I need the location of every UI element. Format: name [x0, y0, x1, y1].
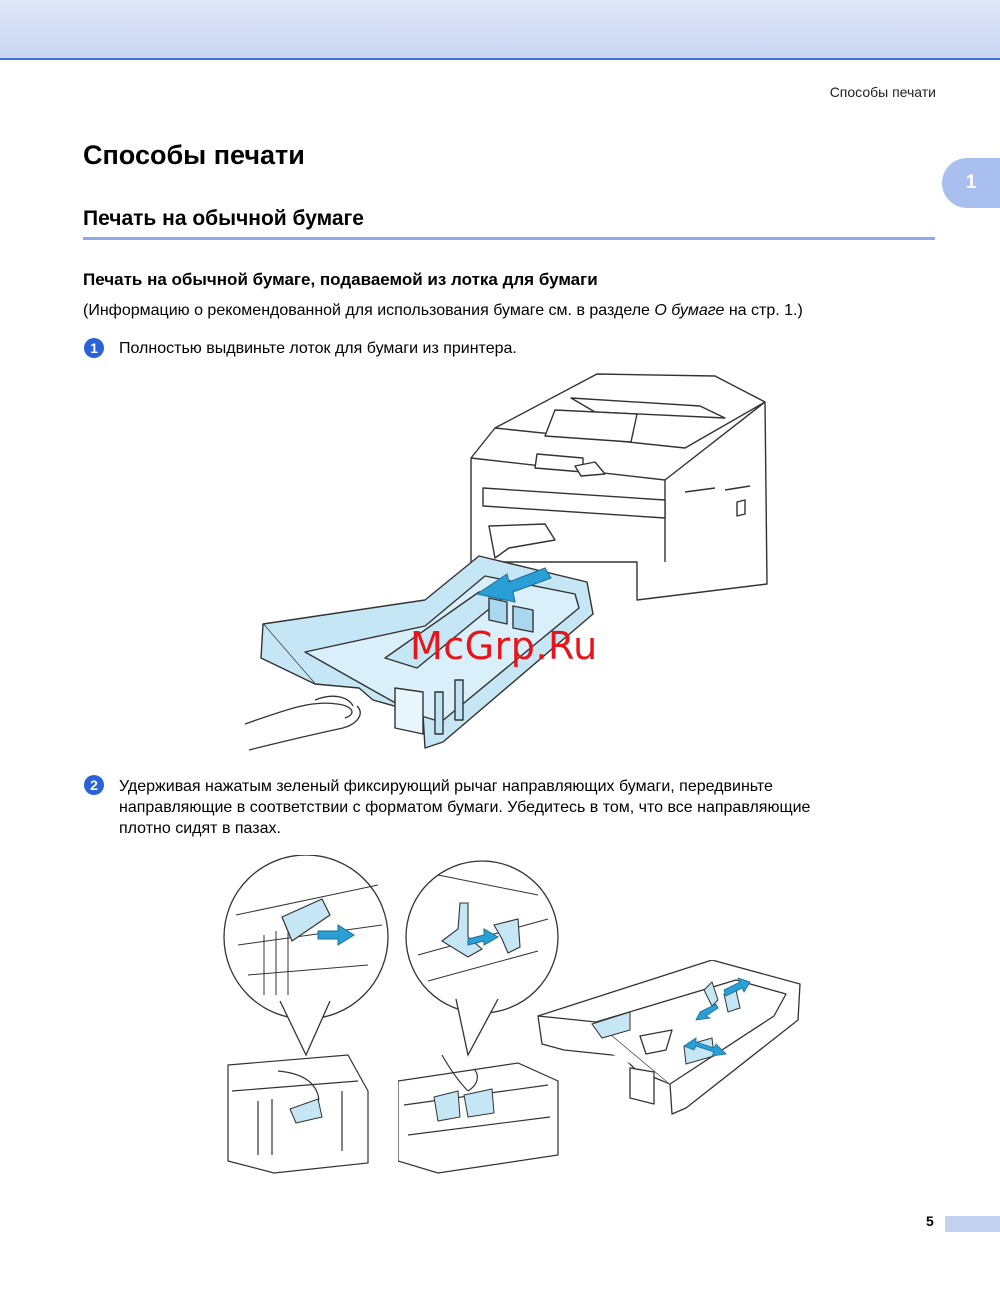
watermark: McGrp.Ru [410, 624, 598, 668]
page-number: 5 [926, 1213, 934, 1229]
info-prefix: (Информацию о рекомендованной для использования бумаге см. в разделе [83, 302, 655, 319]
info-suffix: на стр. 1.) [724, 302, 803, 319]
step-1-text: Полностью выдвиньте лоток для бумаги из принтера. [119, 340, 517, 357]
step-2-line-1: Удерживая нажатым зеленый фиксирующий рычаг направляющих бумаги, передвиньте [119, 778, 773, 795]
step-1-badge: 1 [84, 338, 104, 358]
printer-tray-figure [245, 362, 785, 762]
running-head: Способы печати [829, 84, 936, 100]
step-2-line-3: плотно сидят в пазах. [119, 820, 281, 837]
top-band [0, 0, 1000, 60]
section-title: Печать на обычной бумаге [83, 207, 364, 230]
chapter-tab[interactable]: 1 [942, 158, 1000, 208]
info-line [83, 302, 803, 320]
subsection-title: Печать на обычной бумаге, подаваемой из лотка для бумаги [83, 270, 598, 289]
footer-tab [945, 1216, 1000, 1232]
page-title: Способы печати [83, 140, 305, 170]
step-2-line-2: направляющие в соответствии с форматом бумаги. Убедитесь в том, что все направляющие [119, 799, 811, 816]
section-rule [83, 237, 935, 240]
info-link[interactable]: О бумаге [654, 302, 725, 319]
step-2-badge: 2 [84, 775, 104, 795]
guide-lever-zoom-left [218, 855, 398, 1175]
step-2-text [119, 776, 810, 839]
tray-guides-figure [536, 960, 806, 1120]
